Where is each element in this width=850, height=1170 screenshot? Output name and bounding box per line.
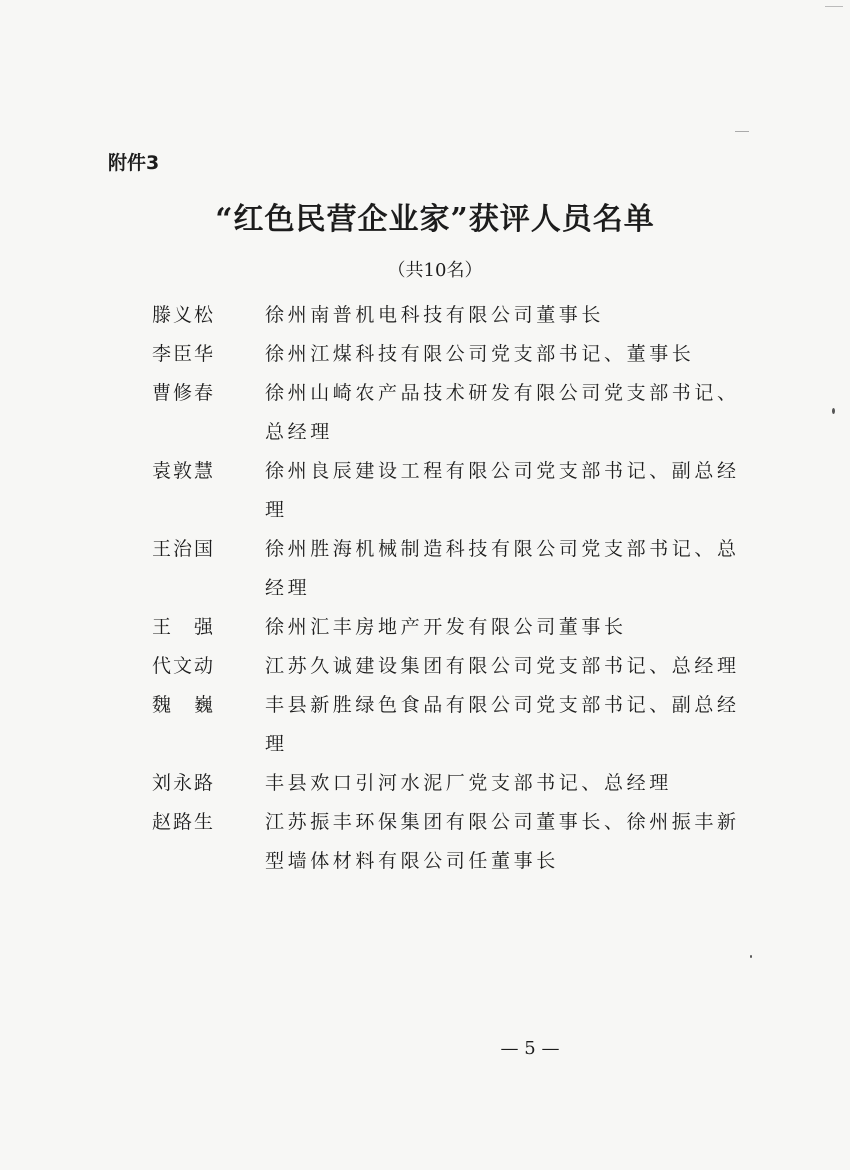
person-position: 徐州良辰建设工程有限公司党支部书记、副总经理: [265, 460, 740, 521]
person-position: 江苏久诚建设集团有限公司党支部书记、总经理: [265, 655, 740, 677]
person-name: 代文动: [152, 655, 216, 677]
person-name: 魏 巍: [152, 694, 216, 716]
person-name: 刘永路: [152, 772, 216, 794]
person-position: 徐州南普机电科技有限公司董事长: [265, 304, 605, 326]
list-item: [152, 647, 752, 686]
list-item: [152, 452, 752, 530]
scan-speck: [750, 955, 752, 958]
person-name: 李臣华: [152, 343, 216, 365]
list-item: [152, 335, 752, 374]
person-position: 丰县新胜绿色食品有限公司党支部书记、副总经理: [265, 694, 740, 755]
list-item: [152, 530, 752, 608]
list-item: [152, 686, 752, 764]
list-item: [152, 296, 752, 335]
person-name: 曹修春: [152, 382, 216, 404]
attachment-label: 附件3: [108, 152, 160, 174]
list-item: [152, 608, 752, 647]
person-name: 王治国: [152, 538, 216, 560]
person-position: 徐州江煤科技有限公司党支部书记、董事长: [265, 343, 695, 365]
list-item: [152, 764, 752, 803]
person-position: 徐州山崎农产品技术研发有限公司党支部书记、总经理: [265, 382, 740, 443]
scan-speck: [825, 6, 843, 7]
person-name: 袁敦慧: [152, 460, 216, 482]
list-item: [152, 374, 752, 452]
awardee-list: [152, 296, 752, 881]
count-note: （共10名）: [387, 260, 483, 281]
list-item: [152, 803, 752, 881]
person-name: 赵路生: [152, 811, 216, 833]
person-name: 滕义松: [152, 304, 216, 326]
person-name: 王 强: [152, 616, 216, 638]
scan-speck: [832, 408, 835, 414]
document-title: “红色民营企业家”获评人员名单: [215, 202, 655, 237]
page-number: — 5 —: [500, 1038, 560, 1059]
scan-speck: [735, 131, 749, 132]
person-position: 江苏振丰环保集团有限公司董事长、徐州振丰新型墙体材料有限公司任董事长: [265, 811, 740, 872]
person-position: 徐州汇丰房地产开发有限公司董事长: [265, 616, 627, 638]
person-position: 徐州胜海机械制造科技有限公司党支部书记、总经理: [265, 538, 740, 599]
person-position: 丰县欢口引河水泥厂党支部书记、总经理: [265, 772, 672, 794]
